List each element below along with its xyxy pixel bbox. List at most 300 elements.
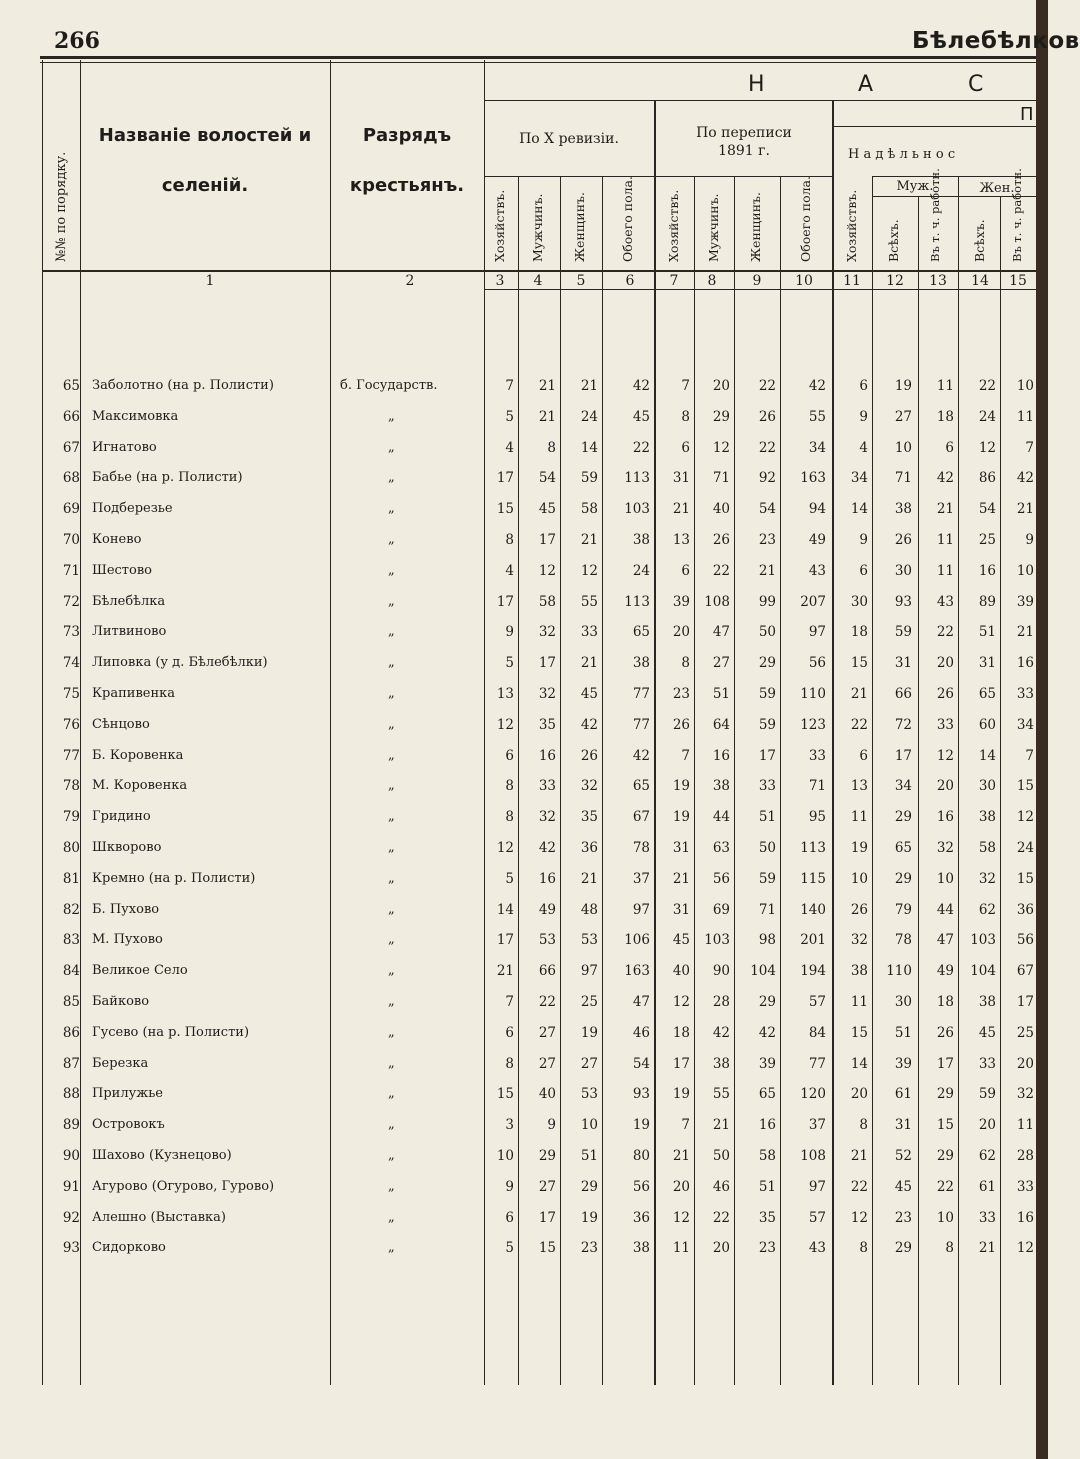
value-cell: 22 — [758, 439, 776, 456]
value-cell: 22 — [758, 378, 776, 394]
value-cell: 29 — [936, 1148, 954, 1164]
value-cell: 6 — [945, 439, 954, 456]
value-cell: 29 — [894, 809, 912, 826]
row-index: 83 — [62, 932, 80, 949]
value-cell: 78 — [632, 840, 650, 856]
value-cell: 21 — [936, 501, 954, 518]
value-cell: 22 — [538, 994, 556, 1010]
value-cell: 59 — [758, 686, 776, 702]
value-cell: 6 — [505, 747, 514, 764]
value-cell: 113 — [624, 470, 650, 487]
peasant-category: „ — [388, 470, 395, 486]
top-rule-thin — [40, 62, 1036, 63]
column-number: 5 — [576, 273, 586, 289]
value-cell: 24 — [978, 408, 996, 425]
row-index: 71 — [62, 562, 80, 579]
value-cell: 20 — [936, 655, 954, 672]
settlement-name: Липовка (у д. Бѣлебѣлки) — [92, 655, 268, 671]
value-cell: 104 — [970, 963, 996, 980]
value-cell: 33 — [538, 778, 556, 795]
value-cell: 113 — [800, 840, 826, 856]
value-cell: 163 — [624, 963, 650, 980]
value-cell: 34 — [1016, 716, 1034, 733]
group-letter-n: Н — [748, 72, 765, 97]
value-cell: 19 — [632, 1117, 650, 1134]
value-cell: 84 — [808, 1024, 826, 1041]
value-cell: 42 — [538, 840, 556, 856]
value-cell: 39 — [672, 593, 690, 610]
value-cell: 10 — [496, 1148, 514, 1164]
value-cell: 12 — [936, 747, 954, 764]
row-index: 79 — [62, 809, 80, 826]
value-cell: 28 — [1016, 1148, 1034, 1164]
top-rule — [40, 56, 1036, 59]
value-cell: 23 — [580, 1240, 598, 1257]
value-cell: 9 — [505, 624, 514, 641]
value-cell: 80 — [632, 1148, 650, 1164]
value-cell: 21 — [1016, 624, 1034, 641]
value-cell: 10 — [1016, 378, 1034, 394]
peasant-category: „ — [388, 1209, 395, 1225]
value-cell: 22 — [712, 562, 730, 579]
value-cell: 16 — [538, 870, 556, 887]
peasant-category: „ — [388, 532, 395, 547]
value-cell: 69 — [712, 901, 730, 918]
subheader-males-census: Мужчинъ. — [706, 193, 721, 262]
value-cell: 65 — [978, 686, 996, 702]
settlement-name: Алешно (Выставка) — [92, 1209, 226, 1225]
value-cell: 17 — [1016, 994, 1034, 1010]
value-cell: 27 — [538, 1024, 556, 1041]
value-cell: 59 — [580, 470, 598, 487]
value-cell: 8 — [681, 655, 690, 672]
peasant-category: „ — [388, 809, 395, 825]
value-cell: 16 — [936, 809, 954, 826]
value-cell: 15 — [1016, 870, 1034, 887]
peasant-category: „ — [388, 1024, 395, 1040]
value-cell: 55 — [712, 1086, 730, 1103]
value-cell: 24 — [580, 408, 598, 425]
value-cell: 45 — [580, 686, 598, 702]
value-cell: 57 — [808, 994, 826, 1010]
column-number: 4 — [533, 273, 543, 289]
value-cell: 12 — [496, 716, 514, 733]
value-cell: 56 — [712, 870, 730, 887]
value-cell: 30 — [894, 994, 912, 1010]
value-cell: 11 — [936, 532, 954, 548]
value-cell: 77 — [808, 1055, 826, 1072]
value-cell: 29 — [758, 655, 776, 672]
peasant-category: „ — [388, 901, 395, 917]
value-cell: 77 — [632, 716, 650, 733]
value-cell: 17 — [496, 593, 514, 610]
value-cell: 21 — [758, 562, 776, 579]
value-cell: 20 — [850, 1086, 868, 1103]
value-cell: 62 — [978, 1148, 996, 1164]
value-cell: 52 — [894, 1148, 912, 1164]
settlement-name: Островокъ — [92, 1117, 165, 1133]
settlement-name: Бабье (на р. Полисти) — [92, 470, 243, 486]
value-cell: 14 — [978, 747, 996, 764]
value-cell: 6 — [505, 1024, 514, 1041]
value-cell: 31 — [672, 901, 690, 918]
table-row — [0, 748, 1048, 778]
row-index: 67 — [62, 439, 80, 456]
table-row — [0, 563, 1048, 593]
peasant-category: „ — [388, 439, 395, 455]
table-row — [0, 594, 1048, 624]
value-cell: 11 — [936, 378, 954, 394]
value-cell: 51 — [580, 1148, 598, 1164]
row-index: 78 — [62, 778, 80, 795]
group-letter-rule — [484, 100, 1036, 101]
settlement-name: Кремно (на р. Полисти) — [92, 870, 256, 886]
value-cell: 59 — [978, 1086, 996, 1103]
settlement-name: Сидорково — [92, 1240, 166, 1256]
value-cell: 3 — [505, 1117, 514, 1134]
value-cell: 10 — [1016, 562, 1034, 579]
subheader-all-female: Всѣхъ. — [972, 219, 987, 262]
value-cell: 67 — [632, 809, 650, 826]
value-cell: 33 — [808, 747, 826, 764]
table-row — [0, 809, 1048, 839]
value-cell: 45 — [978, 1024, 996, 1041]
value-cell: 42 — [580, 716, 598, 733]
value-cell: 10 — [936, 1209, 954, 1226]
value-cell: 12 — [1016, 809, 1034, 826]
value-cell: 104 — [750, 963, 776, 980]
value-cell: 123 — [800, 716, 826, 733]
value-cell: 22 — [936, 1178, 954, 1195]
peasant-category: „ — [388, 1240, 395, 1256]
value-cell: 201 — [800, 932, 826, 949]
value-cell: 40 — [672, 963, 690, 980]
value-cell: 5 — [505, 870, 514, 887]
value-cell: 17 — [936, 1055, 954, 1072]
column-number: 10 — [795, 273, 813, 289]
value-cell: 55 — [580, 593, 598, 610]
subheader-households-census: Хозяйствъ. — [666, 189, 681, 262]
value-cell: 51 — [978, 624, 996, 641]
value-cell: 46 — [712, 1178, 730, 1195]
value-cell: 6 — [505, 1209, 514, 1226]
column-number: 11 — [843, 273, 861, 289]
value-cell: 42 — [632, 747, 650, 764]
value-cell: 20 — [672, 624, 690, 641]
value-cell: 22 — [712, 1209, 730, 1226]
value-cell: 21 — [580, 655, 598, 672]
header-category-line1: Разрядъ — [362, 125, 452, 146]
peasant-category: „ — [388, 840, 395, 855]
settlement-name: Б. Пухово — [92, 901, 160, 917]
header-category-line2: крестьянъ. — [349, 175, 465, 196]
row-index: 75 — [62, 686, 80, 702]
value-cell: 8 — [859, 1240, 868, 1257]
value-cell: 32 — [936, 840, 954, 856]
value-cell: 32 — [978, 870, 996, 887]
value-cell: 17 — [894, 747, 912, 764]
peasant-category: „ — [388, 1117, 395, 1133]
header-name-line2: селеній. — [161, 175, 249, 196]
value-cell: 36 — [632, 1209, 650, 1226]
peasant-category: „ — [388, 686, 395, 701]
value-cell: 35 — [580, 809, 598, 826]
group-letter-p: П — [1020, 104, 1034, 125]
row-index: 84 — [62, 963, 80, 980]
value-cell: 12 — [496, 840, 514, 856]
value-cell: 13 — [672, 532, 690, 548]
value-cell: 13 — [850, 778, 868, 795]
column-number: 12 — [886, 273, 904, 289]
row-index: 80 — [62, 840, 80, 856]
value-cell: 17 — [538, 655, 556, 672]
header-name-line1: Названіе волостей и — [98, 125, 312, 146]
value-cell: 97 — [808, 624, 826, 641]
table-row — [0, 501, 1048, 531]
peasant-category: „ — [388, 963, 395, 979]
value-cell: 29 — [712, 408, 730, 425]
value-cell: 8 — [547, 439, 556, 456]
settlement-name: Заболотно (на р. Полисти) — [92, 378, 274, 393]
value-cell: 113 — [624, 593, 650, 610]
value-cell: 9 — [859, 408, 868, 425]
value-cell: 21 — [672, 1148, 690, 1164]
value-cell: 11 — [850, 809, 868, 826]
value-cell: 4 — [859, 439, 868, 456]
value-cell: 21 — [580, 378, 598, 394]
value-cell: 23 — [758, 532, 776, 548]
value-cell: 47 — [936, 932, 954, 949]
settlement-name: М. Коровенка — [92, 778, 188, 794]
table-row — [0, 778, 1048, 808]
peasant-category: „ — [388, 994, 395, 1009]
value-cell: 12 — [1016, 1240, 1034, 1257]
value-cell: 64 — [712, 716, 730, 733]
value-cell: 54 — [632, 1055, 650, 1072]
subheader-households-rev: Хозяйствъ. — [492, 189, 507, 262]
peasant-category: „ — [388, 408, 395, 424]
value-cell: 207 — [800, 593, 826, 610]
value-cell: 103 — [970, 932, 996, 949]
settlement-name: Конево — [92, 532, 142, 547]
value-cell: 71 — [712, 470, 730, 487]
peasant-category: б. Государств. — [340, 378, 438, 393]
value-cell: 54 — [758, 501, 776, 518]
value-cell: 17 — [758, 747, 776, 764]
value-cell: 14 — [580, 439, 598, 456]
value-cell: 7 — [681, 747, 690, 764]
subheader-both-rev: Обоего пола. — [620, 176, 635, 262]
value-cell: 17 — [538, 532, 556, 548]
value-cell: 40 — [712, 501, 730, 518]
table-row — [0, 686, 1048, 716]
row-index: 73 — [62, 624, 80, 641]
value-cell: 22 — [850, 1178, 868, 1195]
value-cell: 25 — [1016, 1024, 1034, 1041]
value-cell: 16 — [1016, 655, 1034, 672]
settlement-name: Прилужье — [92, 1086, 163, 1102]
value-cell: 14 — [850, 1055, 868, 1072]
settlement-name: Крапивенка — [92, 686, 176, 701]
value-cell: 54 — [978, 501, 996, 518]
value-cell: 19 — [580, 1024, 598, 1041]
column-number: 1 — [205, 273, 215, 289]
header-revision-group: По X ревизіи. — [519, 131, 619, 147]
value-cell: 50 — [712, 1148, 730, 1164]
value-cell: 31 — [894, 1117, 912, 1134]
peasant-category: „ — [388, 562, 395, 578]
value-cell: 77 — [632, 686, 650, 702]
value-cell: 97 — [808, 1178, 826, 1195]
value-cell: 9 — [505, 1178, 514, 1195]
value-cell: 17 — [538, 1209, 556, 1226]
value-cell: 10 — [580, 1117, 598, 1134]
value-cell: 15 — [850, 655, 868, 672]
value-cell: 12 — [580, 562, 598, 579]
value-cell: 29 — [758, 994, 776, 1010]
value-cell: 17 — [496, 932, 514, 949]
value-cell: 26 — [672, 716, 690, 733]
value-cell: 20 — [712, 1240, 730, 1257]
value-cell: 59 — [894, 624, 912, 641]
value-cell: 54 — [538, 470, 556, 487]
value-cell: 8 — [505, 532, 514, 548]
value-cell: 37 — [632, 870, 650, 887]
value-cell: 66 — [894, 686, 912, 702]
settlement-name: Бѣлебѣлка — [92, 593, 166, 609]
value-cell: 21 — [850, 686, 868, 702]
header-index-label: №№ по порядку. — [54, 151, 69, 262]
value-cell: 79 — [894, 901, 912, 918]
value-cell: 42 — [632, 378, 650, 394]
value-cell: 65 — [632, 624, 650, 641]
value-cell: 18 — [936, 408, 954, 425]
value-cell: 33 — [936, 716, 954, 733]
subheader-females-census: Женщинъ. — [748, 192, 763, 262]
value-cell: 43 — [808, 1240, 826, 1257]
value-cell: 37 — [808, 1117, 826, 1134]
value-cell: 13 — [496, 686, 514, 702]
value-cell: 11 — [1016, 1117, 1034, 1134]
value-cell: 27 — [538, 1178, 556, 1195]
value-cell: 33 — [1016, 1178, 1034, 1195]
value-cell: 22 — [936, 624, 954, 641]
value-cell: 93 — [632, 1086, 650, 1103]
value-cell: 5 — [505, 655, 514, 672]
value-cell: 56 — [808, 655, 826, 672]
value-cell: 21 — [538, 378, 556, 394]
value-cell: 25 — [580, 994, 598, 1010]
settlement-name: Литвиново — [92, 624, 167, 640]
subheader-working-female: Въ т. ч. работн. — [1010, 168, 1024, 262]
value-cell: 44 — [936, 901, 954, 918]
value-cell: 8 — [681, 408, 690, 425]
peasant-category: „ — [388, 932, 395, 948]
value-cell: 38 — [894, 501, 912, 518]
value-cell: 61 — [894, 1086, 912, 1103]
value-cell: 140 — [800, 901, 826, 918]
table-row — [0, 624, 1048, 654]
value-cell: 30 — [894, 562, 912, 579]
value-cell: 32 — [580, 778, 598, 795]
row-index: 87 — [62, 1055, 80, 1072]
value-cell: 99 — [758, 593, 776, 610]
value-cell: 65 — [758, 1086, 776, 1103]
value-cell: 86 — [978, 470, 996, 487]
value-cell: 11 — [672, 1240, 690, 1257]
value-cell: 33 — [1016, 686, 1034, 702]
subheader-males-rev: Мужчинъ. — [530, 193, 545, 262]
subheader-households-allot: Хозяйствъ. — [844, 189, 859, 262]
table-row — [0, 378, 1048, 408]
value-cell: 51 — [894, 1024, 912, 1041]
value-cell: 108 — [800, 1148, 826, 1164]
table-row — [0, 840, 1048, 870]
value-cell: 32 — [538, 686, 556, 702]
header-bottom-rule — [42, 270, 1036, 272]
value-cell: 23 — [894, 1209, 912, 1226]
peasant-category: „ — [388, 1148, 395, 1163]
settlement-name: Байково — [92, 994, 150, 1009]
value-cell: 15 — [538, 1240, 556, 1257]
value-cell: 36 — [580, 840, 598, 856]
value-cell: 22 — [850, 716, 868, 733]
value-cell: 21 — [978, 1240, 996, 1257]
value-cell: 27 — [894, 408, 912, 425]
value-cell: 16 — [1016, 1209, 1034, 1226]
value-cell: 49 — [808, 532, 826, 548]
value-cell: 93 — [894, 593, 912, 610]
value-cell: 34 — [808, 439, 826, 456]
value-cell: 20 — [712, 378, 730, 394]
value-cell: 42 — [936, 470, 954, 487]
value-cell: 6 — [859, 747, 868, 764]
value-cell: 11 — [850, 994, 868, 1010]
value-cell: 45 — [538, 501, 556, 518]
value-cell: 35 — [758, 1209, 776, 1226]
row-index: 92 — [62, 1209, 80, 1226]
settlement-name: Великое Село — [92, 963, 188, 979]
peasant-category: „ — [388, 870, 395, 886]
value-cell: 29 — [894, 870, 912, 887]
value-cell: 45 — [672, 932, 690, 949]
table-row — [0, 1210, 1048, 1240]
value-cell: 38 — [712, 1055, 730, 1072]
value-cell: 23 — [672, 686, 690, 702]
value-cell: 29 — [538, 1148, 556, 1164]
colnum-bottom-rule — [484, 289, 1036, 290]
table-row — [0, 470, 1048, 500]
value-cell: 6 — [859, 378, 868, 394]
value-cell: 89 — [978, 593, 996, 610]
value-cell: 20 — [672, 1178, 690, 1195]
value-cell: 42 — [758, 1024, 776, 1041]
value-cell: 9 — [547, 1117, 556, 1134]
value-cell: 18 — [850, 624, 868, 641]
value-cell: 6 — [681, 562, 690, 579]
value-cell: 32 — [538, 624, 556, 641]
value-cell: 7 — [681, 378, 690, 394]
column-number: 14 — [971, 273, 989, 289]
value-cell: 24 — [1016, 840, 1034, 856]
value-cell: 6 — [681, 439, 690, 456]
value-cell: 26 — [894, 532, 912, 548]
header-census-line1: По переписи — [696, 125, 792, 141]
value-cell: 95 — [808, 809, 826, 826]
value-cell: 21 — [672, 501, 690, 518]
value-cell: 16 — [538, 747, 556, 764]
value-cell: 26 — [936, 1024, 954, 1041]
